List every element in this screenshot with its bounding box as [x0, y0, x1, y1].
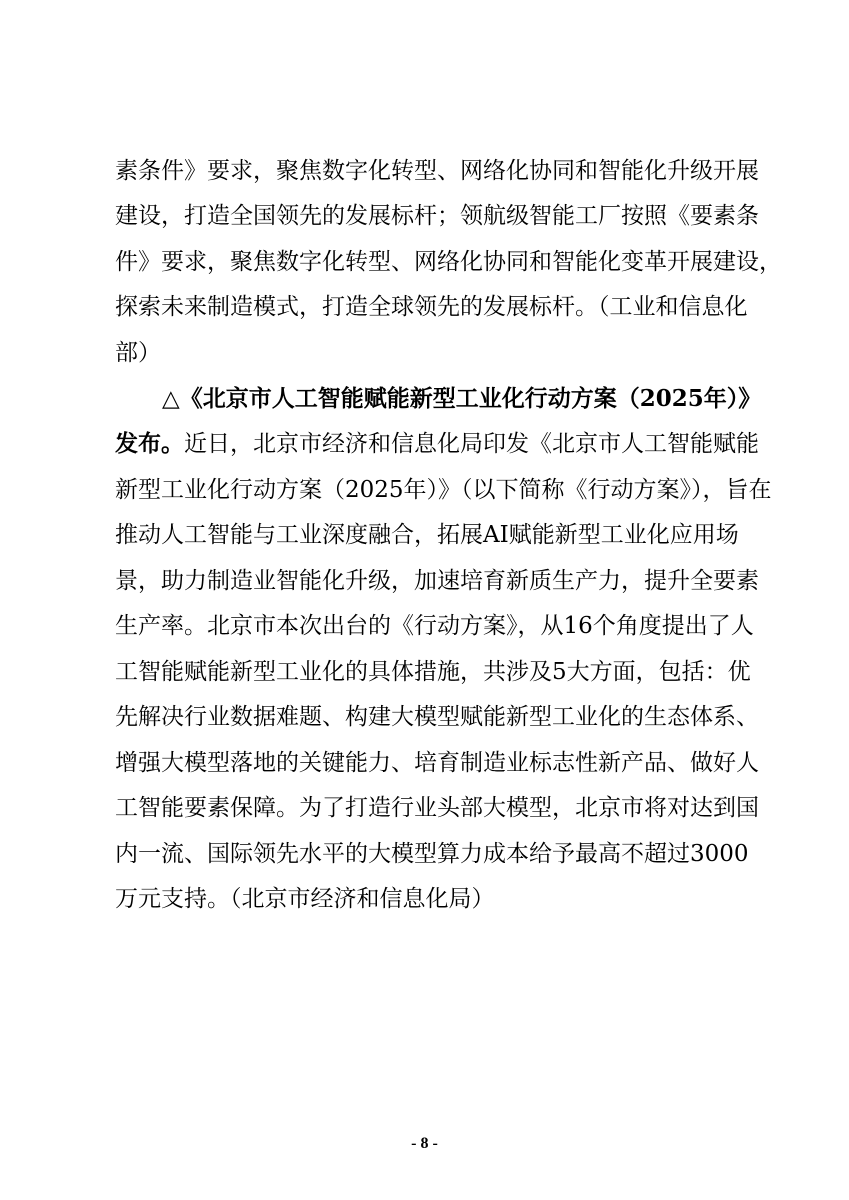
- page-number: - 8 -: [411, 1135, 438, 1152]
- text-line: 内一流、国际领先水平的大模型算力成本给予最高不超过3000: [115, 841, 749, 867]
- text-line: 新型工业化行动方案（2025年）》（以下简称《行动方案》），旨在: [115, 477, 772, 503]
- text-line: 景，助力制造业智能化升级，加速培育新质生产力，提升全要素: [115, 568, 759, 594]
- text-line: 工智能赋能新型工业化的具体措施，共涉及5大方面，包括：优: [115, 659, 751, 685]
- text-line: 部）: [115, 340, 161, 366]
- news-heading: △《北京市人工智能赋能新型工业化行动方案（2025年）》: [162, 385, 762, 412]
- text-line: 建设，打造全国领先的发展标杆；领航级智能工厂按照《要素条: [115, 203, 759, 229]
- text-line: 万元支持。（北京市经济和信息化局）: [115, 886, 495, 912]
- text-line: 生产率。北京市本次出台的《行动方案》，从16个角度提出了人: [115, 613, 754, 639]
- text-line: 增强大模型落地的关键能力、培育制造业标志性新产品、做好人: [115, 750, 759, 776]
- text-line: 推动人工智能与工业深度融合，拓展AI赋能新型工业化应用场: [115, 522, 739, 548]
- text-line: [115, 427, 759, 461]
- text-line: 件》要求，聚焦数字化转型、网络化协同和智能化变革开展建设，: [115, 249, 782, 275]
- text-line: 先解决行业数据难题、构建大模型赋能新型工业化的生态体系、: [115, 704, 759, 730]
- text-line: 工智能要素保障。为了打造行业头部大模型，北京市将对达到国: [115, 795, 759, 821]
- text-line: 探索未来制造模式，打造全球领先的发展标杆。（工业和信息化: [115, 294, 748, 320]
- news-body-start: 近日，北京市经济和信息化局印发《北京市人工智能赋能: [184, 431, 759, 457]
- text-line: 素条件》要求，聚焦数字化转型、网络化协同和智能化升级开展: [115, 158, 759, 184]
- news-heading-end: 发布。: [115, 430, 184, 457]
